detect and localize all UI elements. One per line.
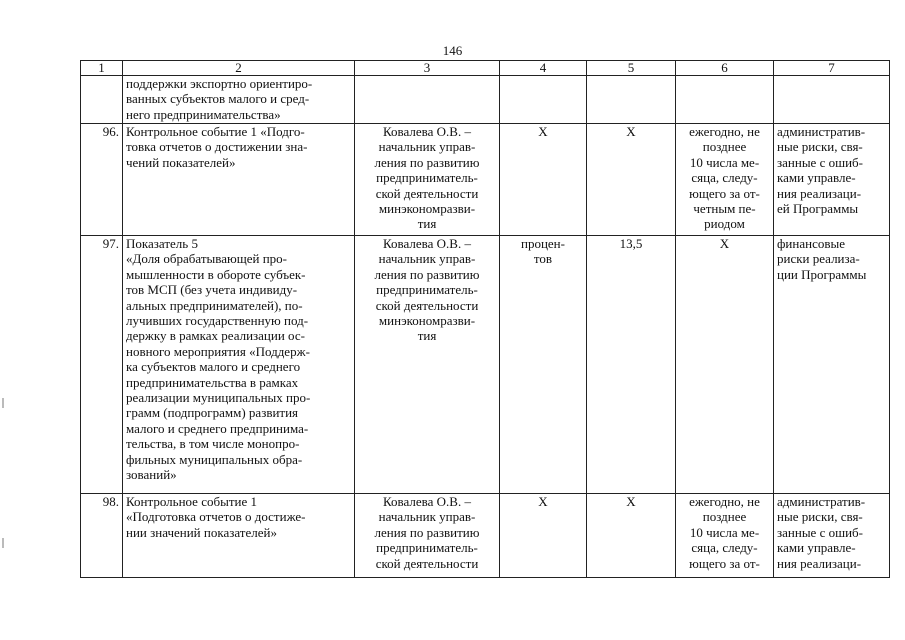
- page-number: 146: [442, 43, 463, 58]
- row-number: 96.: [81, 124, 123, 236]
- row-risks: административ- ные риски, свя- занные с ошиб- ками управле- ния реализаци- ей Программы: [774, 124, 890, 236]
- row-unit: Х: [500, 494, 587, 578]
- row-deadline: ежегодно, не позднее 10 числа ме- сяца, следу- ющего за от-: [676, 494, 774, 578]
- column-header: 4: [500, 61, 587, 76]
- column-header: 1: [81, 61, 123, 76]
- row-value: Х: [587, 494, 676, 578]
- table-row: [81, 236, 890, 494]
- row-value: [587, 76, 676, 124]
- row-value: 13,5: [587, 236, 676, 494]
- scan-mark: [2, 398, 4, 408]
- table-row: [81, 494, 890, 578]
- row-deadline: [676, 76, 774, 124]
- row-responsible: Ковалева О.В. – начальник управ- ления по развитию предприниматель- ской деятельности минэкономразви- тия: [355, 236, 500, 494]
- row-number: [81, 76, 123, 124]
- row-description: Контрольное событие 1 «Подго- товка отчетов о достижении зна- чений показателей»: [123, 124, 355, 236]
- row-unit: [500, 76, 587, 124]
- row-number: 97.: [81, 236, 123, 494]
- column-header: 2: [123, 61, 355, 76]
- row-unit: процен- тов: [500, 236, 587, 494]
- scan-mark: [2, 538, 4, 548]
- column-number-row: [81, 61, 890, 76]
- row-description: Контрольное событие 1 «Подготовка отчетов о достиже- нии значений показателей»: [123, 494, 355, 578]
- row-risks: административ- ные риски, свя- занные с ошиб- ками управле- ния реализаци-: [774, 494, 890, 578]
- row-responsible: [355, 76, 500, 124]
- row-description: Показатель 5 «Доля обрабатывающей про- мышленности в обороте субъек- тов МСП (без учета индивиду- альных предпринимателей), по- лучивших государственную под- держку в рамках реализации ос- новного мероприятия «Поддерж- ка субъектов малого и среднего предпринимательства в рамках реализации муниципальных про- грамм (подпрограмм) развития малого и среднего предпринима- тельства, в том числе монопро- фильных муниципальных обра- зований»: [123, 236, 355, 494]
- column-header: 5: [587, 61, 676, 76]
- row-unit: Х: [500, 124, 587, 236]
- row-deadline: ежегодно, не позднее 10 числа ме- сяца, следу- ющего за от- четным пе- риодом: [676, 124, 774, 236]
- row-description: поддержки экспортно ориентиро- ванных субъектов малого и сред- него предпринимательства»: [123, 76, 355, 124]
- column-header: 6: [676, 61, 774, 76]
- table-row: [81, 76, 890, 124]
- row-responsible: Ковалева О.В. – начальник управ- ления по развитию предприниматель- ской деятельности: [355, 494, 500, 578]
- row-risks: финансовые риски реализа- ции Программы: [774, 236, 890, 494]
- row-number: 98.: [81, 494, 123, 578]
- row-risks: [774, 76, 890, 124]
- row-value: Х: [587, 124, 676, 236]
- column-header: 3: [355, 61, 500, 76]
- table-row: [81, 124, 890, 236]
- column-header: 7: [774, 61, 890, 76]
- row-deadline: Х: [676, 236, 774, 494]
- program-table: [80, 60, 890, 578]
- row-responsible: Ковалева О.В. – начальник управ- ления по развитию предприниматель- ской деятельности минэкономразви- тия: [355, 124, 500, 236]
